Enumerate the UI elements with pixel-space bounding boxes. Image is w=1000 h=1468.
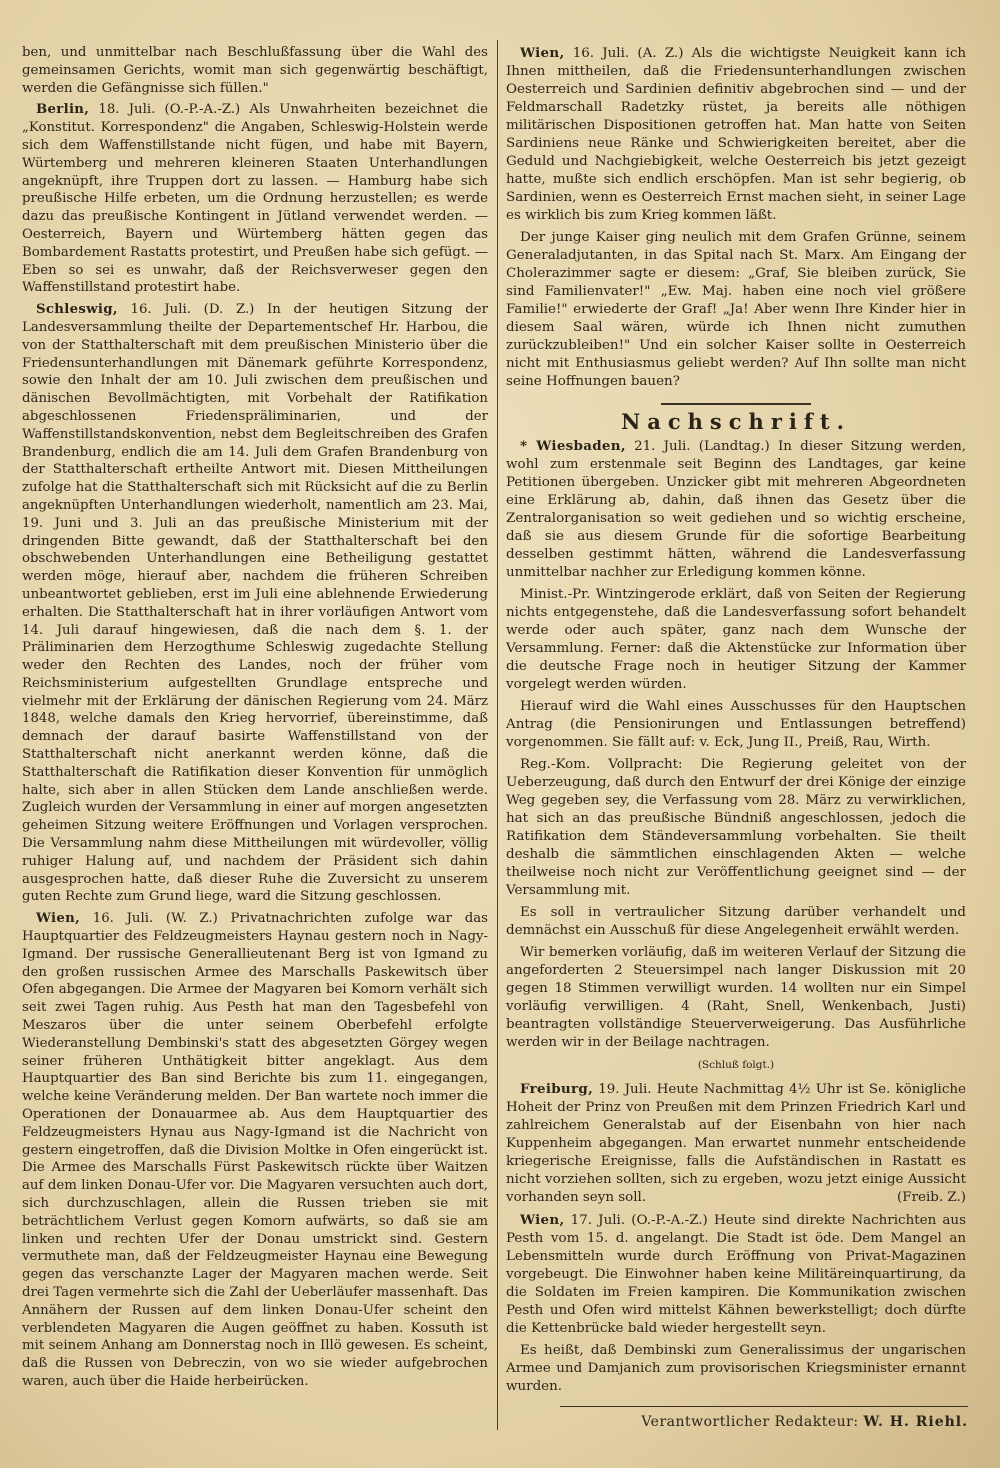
article-freiburg xyxy=(506,1080,966,1207)
dateline-wien: Wien, xyxy=(36,911,81,927)
right-column xyxy=(506,44,966,1400)
section-separator xyxy=(661,403,811,405)
paragraph-wahl: Hierauf wird die Wahl eines Ausschusses für den Hauptschen Antrag (die Pensionirungen und Entlassungen betreffend) vorgenommen. Sie fällt auf: v. Eck, Jung II., Preiß, Rau, Wirth. xyxy=(506,699,966,750)
intro-paragraph: ben, und unmittelbar nach Beschlußfassung über die Wahl des gemeinsamen Gerichts, womit man sich gegenwärtig beschäftigt, werden die Gefängnisse sich füllen." xyxy=(22,45,488,96)
article-wiesbaden xyxy=(506,437,966,582)
article-wien-pesth-text: 17. Juli. (O.-P.-A.-Z.) Heute sind direkte Nachrichten aus Pesth vom 15. d. angelangt. Die Stadt ist öde. Dem Mangel an Lebensmitteln wurde durch Eröffnung von Privat-Magazinen vorgebeugt. Die Einwohner haben keine Militäreinquartirung, da die Soldaten im Freien kampiren. Die Kommunikation zwischen Pesth und Ofen wird mittelst Kähnen bewerkstelligt; doch dürfte die Kettenbrücke bald wieder hergestellt seyn. xyxy=(506,1213,966,1336)
article-schleswig-text: 16. Juli. (D. Z.) In der heutigen Sitzung der Landesversammlung theilte der Departementschef Hr. Harbou, die von der Statthalterschaft mit dem preußischen Ministerio über die Friedensunterhandlungen mit Dänemark geführte Korrespondenz, sowie den Inhalt der am 10. Juli zwischen dem preußischen und dänischen Bevollmächtigten, mit Vorbehalt der Ratifikation abgeschlossenen Friedenspräliminarien, und der Waffenstillstandskonvention, nebst dem Begleitschreiben des Grafen Brandenburg, endlich die am 14. Juli dem Grafen Brandenburg von der Statthalterschaft ertheilte Antwort mit. Diesen Mittheilungen zufolge hat die Statthalterschaft sich mit Rücksicht auf die zu Berlin angeknüpften Unterhandlungen wiederholt, namentlich am 23. Mai, 19. Juni und 3. Juli an das preußische Ministerium mit der dringenden Bitte gewandt, daß der Statthalterschaft bei den obschwebenden Unterhandlungen eine Betheiligung gestattet werden möge, hierauf aber, nachdem die früheren Schreiben unbeantwortet geblieben, erst im Juli eine ablehnende Erwiederung erhalten. Die Statthalterschaft hat in ihrer vorläufigen Antwort vom 14. Juli darauf hingewiesen, daß die nach dem §. 1. der Präliminarien dem Herzogthume Schleswig zugedachte Stellung weder den Rechten des Landes, noch der früher vom Reichsministerium aufgestellten Grundlage entspreche und vielmehr mit der Erklärung der dänischen Regierung vom 24. März 1848, welche damals den Krieg hervorrief, übereinstimme, daß demnach der darauf basirte Waffenstillstand von der Statthalterschaft nicht anerkannt werden könne, daß die Statthalterschaft die Ratifikation dieser Konvention für unmöglich halte, sich aber in allen Stücken dem Lande anschließen werde. Zugleich wurden der Versammlung in einer auf morgen angesetzten geheimen Sitzung weitere Eröffnungen und Vorlagen versprochen. Die Versammlung nahm diese Mittheilungen mit würdevoller, völlig ruhiger Halung auf, und nachdem der Präsident sich dahin ausgesprochen hatte, daß dieser Ruhe die Zuversicht zu unserem guten Rechte zum Grund liege, ward die Sitzung geschlossen. xyxy=(22,302,488,905)
article-schleswig xyxy=(22,301,488,906)
dateline-freiburg: Freiburg, xyxy=(520,1081,594,1097)
article-kaiser: Der junge Kaiser ging neulich mit dem Grafen Grünne, seinem Generaladjutanten, in das Spital nach St. Marx. Am Eingang der Cholerazimmer sagte er diesem: „Graf, Sie bleiben zurück, Sie sind Familienvater!" „Ew. Maj. haben eine noch viel größere Familie!" erwiederte der Graf! „Ja! Aber wenn Ihre Kinder hier in diesem Saal wären, würde ich Ihnen nicht zumuthen zurückzubleiben!" Und ein solcher Kaiser sollte in Oesterreich nicht mit Enthusiasmus geliebt werden? Auf Ihn sollte man nicht seine Hoffnungen bauen? xyxy=(506,230,966,389)
article-wien-sardinien-text: 16. Juli. (A. Z.) Als die wichtigste Neuigkeit kann ich Ihnen mittheilen, daß die Friedensunterhandlungen zwischen Oesterreich und Sardinien definitiv abgebrochen sind — und der Feldmarschall Radetzky rüstet, ja bereits alle nöthigen militärischen Dispositionen getroffen hat. Man hatte von Seiten Sardiniens neue Ränke und Schwierigkeiten bereitet, aber die Geduld und Nachgiebigkeit, welche Oesterreich bis jetzt gezeigt hatte, mußte sich endlich erschöpfen. Man ist sehr begierig, ob Sardinien, wenn es Oesterreich Ernst machen sieht, in seiner Lage es wirklich bis zum Krieg kommen läßt. xyxy=(506,46,966,223)
article-wien-pesth xyxy=(506,1211,966,1338)
source-freiburg: (Freib. Z.) xyxy=(897,1190,966,1205)
article-wien-haynau-text: 16. Juli. (W. Z.) Privatnachrichten zufolge war das Hauptquartier des Feldzeugmeisters Haynau gestern noch in Nagy-Igmand. Der russische Generallieutenant Berg ist von Igmand zu den großen russischen Armee des Marschalls Paskewitsch über Ofen abgegangen. Die Armee der Magyaren bei Komorn verhält sich seit zwei Tagen ruhig. Aus Pesth hat man den Tagesbefehl von Meszaros über die unter seinem Oberbefehl erfolgte Wiederanstellung Dembinski's statt des abgesetzten Görgey wegen seiner früheren Unthätigkeit bitter angeklagt. Aus dem Hauptquartier des Ban sind Berichte bis zum 11. eingegangen, welche keine Veränderung melden. Der Ban wartete noch immer die Operationen der Donauarmee ab. Aus dem Hauptquartier des Feldzeugmeisters Hynau aus Nagy-Igmand ist die Nachricht von gestern eingetroffen, daß die Division Moltke in Ofen eingerückt ist. Die Armee des Marschalls Fürst Paskewitsch rückte über Waitzen auf dem linken Donau-Ufer vor. Die Magyaren versuchten auch dort, sich durchzuschlagen, allein die Russen trieben sie mit beträchtlichem Verlust gegen Komorn aufwärts, so daß sie am linken und rechten Ufer der Donau umstrickt sind. Gestern vermuthete man, daß der Feldzeugmeister Haynau eine Bewegung gegen das verschanzte Lager der Magyaren machen werde. Seit drei Tagen vermehrte sich die Zahl der Ueberläufer massenhaft. Das Annähern der Russen auf dem linken Donau-Ufer scheint den verblendeten Magyaren die Augen geöffnet zu haben. Kossuth ist mit seinem Anhang am Donnerstag noch in Illö gewesen. Es scheint, daß die Russen von Debreczin, von wo sie wieder aufgebrochen waren, auch über die Haide herbeirücken. xyxy=(22,911,488,1389)
paragraph-bemerken: Wir bemerken vorläufig, daß im weiteren Verlauf der Sitzung die angeforderten 2 Steuersimpel nach langer Diskussion mit 20 gegen 18 Stimmen verwilligt wurden. 14 wollten nur ein Simpel vorläufig verwilligen. 4 (Raht, Snell, Wenkenbach, Justi) beantragten vollständige Steuerverweigerung. Das Ausführliche werden wir in der Beilage nachtragen. xyxy=(506,945,966,1050)
dateline-schleswig: Schleswig, xyxy=(36,302,118,318)
footer-rule xyxy=(560,1406,968,1407)
dateline-wiesbaden: * Wiesbaden, xyxy=(520,438,626,454)
article-berlin-text: 18. Juli. (O.-P.-A.-Z.) Als Unwahrheiten bezeichnet die „Konstitut. Korrespondenz" die Angaben, Schleswig-Holstein werde sich dem Waffenstillstande nicht fügen, und habe mit Bayern, Würtemberg und mehreren kleineren Staaten Unterhandlungen angeknüpft, ihre Truppen dort zu lassen. — Hamburg habe sich preußische Hilfe erbeten, um die Ordnung herzustellen; es werde dazu das preußische Kontingent in Jütland verwendet werden. — Oesterreich, Bayern und Würtemberg hätten gegen das Bombardement Rastatts protestirt, und Preußen habe sich gefügt. — Eben so sei es unwahr, daß der Reichsverweser gegen den Waffenstillstand protestirt habe. xyxy=(22,102,488,296)
paragraph-dembinski: Es heißt, daß Dembinski zum Generalissimus der ungarischen Armee und Damjanich zum provisorischen Kriegsminister ernannt wurden. xyxy=(506,1343,966,1394)
article-freiburg-text: 19. Juli. Heute Nachmittag 4½ Uhr ist Se. königliche Hoheit der Prinz von Preußen mit dem Prinzen Friedrich Karl und zahlreichem Generalstab auf der Eisenbahn von hier nach Kuppenheim abgegangen. Man erwartet nunmehr entscheidende kriegerische Ereignisse, falls die Aufständischen in Rastatt es nicht vorziehen sollten, sich zu ergeben, wozu jetzt einige Aussicht vorhanden seyn soll. xyxy=(506,1082,966,1205)
paragraph-vertraulich: Es soll in vertraulicher Sitzung darüber verhandelt und demnächst ein Ausschuß für diese Angelegenheit erwählt werden. xyxy=(506,905,966,938)
article-wien-sardinien xyxy=(506,44,966,225)
editor-footer xyxy=(600,1414,968,1430)
column-divider xyxy=(497,40,498,1430)
dateline-wien-sardinien: Wien, xyxy=(520,45,565,61)
article-wien-haynau xyxy=(22,910,488,1391)
paragraph-regkom: Reg.-Kom. Vollpracht: Die Regierung geleitet von der Ueberzeugung, daß durch den Entwurf der drei Könige der einzige Weg gegeben sey, die Verfassung vom 28. März zu verwirklichen, hat sich an das preußische Bündniß angeschlossen, jedoch die Ratifikation dem Ständeversammlung vorbehalten. Sie theilt deshalb die sämmtlichen einschlagenden Akten — welche theilweise noch nicht zur Veröffentlichung geeignet sind — der Versammlung mit. xyxy=(506,757,966,898)
article-wiesbaden-text: 21. Juli. (Landtag.) In dieser Sitzung werden, wohl zum erstenmale seit Beginn des Landtages, gar keine Petitionen übergeben. Unzicker gibt mit mehreren Abgeordneten eine Erklärung ab, dahin, daß ihnen das Gesetz über die Zentralorganisation so weit gediehen und so wichtig erscheine, daß sie aus diesem Grunde für die sofortige Bearbeitung desselben gestimmt hätten, während die Landesverfassung unmittelbar nachher zur Erledigung kommen könne. xyxy=(506,439,967,580)
continuation-note: (Schluß folgt.) xyxy=(697,1059,775,1071)
section-heading-nachschrift: Nachschrift. xyxy=(621,409,851,434)
dateline-wien-pesth: Wien, xyxy=(520,1212,565,1228)
editor-name: W. H. Riehl. xyxy=(863,1414,968,1430)
dateline-berlin: Berlin, xyxy=(36,102,90,118)
article-berlin xyxy=(22,101,488,297)
paragraph-minist: Minist.-Pr. Wintzingerode erklärt, daß von Seiten der Regierung nichts entgegenstehe, daß die Landesverfassung sofort behandelt werde oder auch später, ganz nach dem Wunsche der Versammlung. Ferner: daß die Aktenstücke zur Information über die deutsche Frage noch in heutiger Sitzung der Kammer vorgelegt werden würden. xyxy=(506,587,966,692)
left-column xyxy=(22,44,488,1395)
editor-label: Verantwortlicher Redakteur: xyxy=(641,1414,859,1430)
